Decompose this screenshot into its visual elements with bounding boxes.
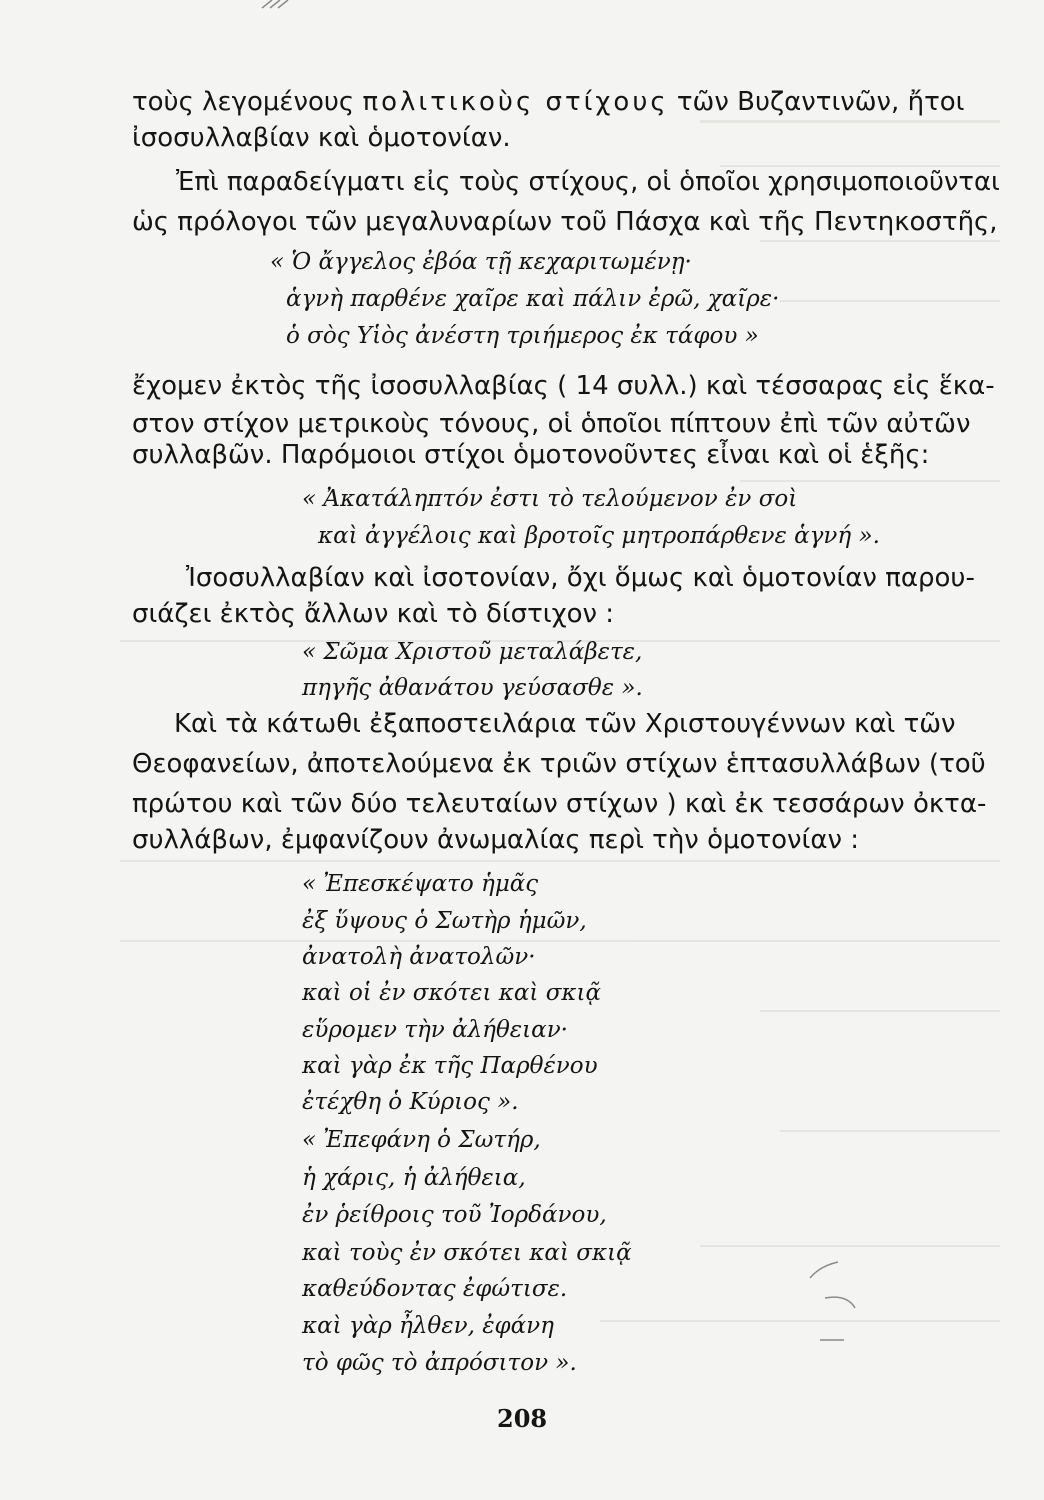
text-line [132, 84, 964, 120]
verse-line: ἀνατολὴ ἀνατολῶν· [302, 944, 536, 970]
verse-line: καὶ τοὺς ἐν σκότει καὶ σκιᾷ [302, 1240, 632, 1266]
verse-line: « Σῶμα Χριστοῦ μεταλάβετε, [302, 639, 643, 665]
verse-line: ἡ χάρις, ἡ ἀλήθεια, [302, 1165, 526, 1191]
text-line: ὡς πρόλογοι τῶν μεγαλυναρίων τοῦ Πάσχα καὶ τῆς Πεντηκοστῆς, [132, 207, 998, 237]
verse-line: πηγῆς ἀθανάτου γεύσασθε ». [302, 675, 643, 701]
text-line: πρώτου καὶ τῶν δύο τελευταίων στίχων ) καὶ ἐκ τεσσάρων ὀκτα- [132, 789, 987, 819]
emphasized-term: πολιτικοὺς στίχους [362, 87, 669, 117]
verse-line: ἁγνὴ παρθένε χαῖρε καὶ πάλιν ἐρῶ, χαῖρε· [286, 286, 780, 312]
text-line: ἰσοσυλλαβίαν καὶ ὁμοτονίαν. [132, 123, 511, 153]
text-line: Ἰσοσυλλαβίαν καὶ ἰσοτονίαν, ὄχι ὅμως καὶ ὁμοτονίαν παρου- [186, 563, 975, 593]
verse-line: εὕρομεν τὴν ἀλήθειαν· [302, 1017, 568, 1043]
text-line: Θεοφανείων, ἀποτελούμενα ἐκ τριῶν στίχων ἑπτασυλλάβων (τοῦ [132, 749, 986, 779]
verse-line: ἐτέχθη ὁ Κύριος ». [302, 1089, 519, 1115]
verse-line: τὸ φῶς τὸ ἀπρόσιτον ». [302, 1350, 577, 1376]
verse-line: ὁ σὸς Υἱὸς ἀνέστη τριήμερος ἐκ τάφου » [286, 323, 759, 349]
verse-line: « Ἐπεσκέψατο ἡμᾶς [302, 871, 539, 897]
verse-line: ἐν ῥείθροις τοῦ Ἰορδάνου, [302, 1202, 607, 1228]
text-line: σιάζει ἐκτὸς ἄλλων καὶ τὸ δίστιχον : [132, 599, 615, 629]
verse-line: « Ὁ ἄγγελος ἐβόα τῇ κεχαριτωμένῃ· [270, 249, 692, 275]
page-number: 208 [497, 1404, 548, 1433]
text-run: τοὺς λεγομένους [132, 87, 363, 117]
text-line: συλλάβων, ἐμφανίζουν ἀνωμαλίας περὶ τὴν ὁμοτονίαν : [132, 825, 860, 855]
verse-line: « Ἀκατάληπτόν ἐστι τὸ τελούμενον ἐν σοὶ [302, 486, 798, 512]
verse-line: καὶ ἀγγέλοις καὶ βροτοῖς μητροπάρθενε ἁγνή ». [318, 523, 880, 549]
verse-line: καθεύδοντας ἐφώτισε. [302, 1276, 568, 1302]
verse-line: « Ἐπεφάνη ὁ Σωτήρ, [302, 1127, 541, 1153]
verse-line: καὶ γὰρ ἐκ τῆς Παρθένου [302, 1053, 598, 1079]
text-line: Καὶ τὰ κάτωθι ἐξαποστειλάρια τῶν Χριστουγέννων καὶ τῶν [174, 709, 956, 739]
text-line: συλλαβῶν. Παρόμοιοι στίχοι ὁμοτονοῦντες εἶναι καὶ οἱ ἑξῆς: [132, 440, 930, 470]
verse-line: καὶ οἱ ἐν σκότει καὶ σκιᾷ [302, 980, 602, 1006]
verse-line: καὶ γὰρ ἦλθεν, ἐφάνη [302, 1313, 554, 1339]
verse-line: ἐξ ὕψους ὁ Σωτὴρ ἡμῶν, [302, 908, 587, 934]
text-line: Ἐπὶ παραδείγματι εἰς τοὺς στίχους, οἱ ὁποῖοι χρησιμοποιοῦνται [176, 167, 1000, 197]
text-line: στον στίχον μετρικοὺς τόνους, οἱ ὁποῖοι πίπτουν ἐπὶ τῶν αὐτῶν [132, 409, 971, 439]
text-run: τῶν Βυζαντινῶν, ἤτοι [668, 87, 965, 117]
text-line: ἔχομεν ἐκτὸς τῆς ἰσοσυλλαβίας ( 14 συλλ.) καὶ τέσσαρας εἰς ἕκα- [132, 371, 995, 401]
